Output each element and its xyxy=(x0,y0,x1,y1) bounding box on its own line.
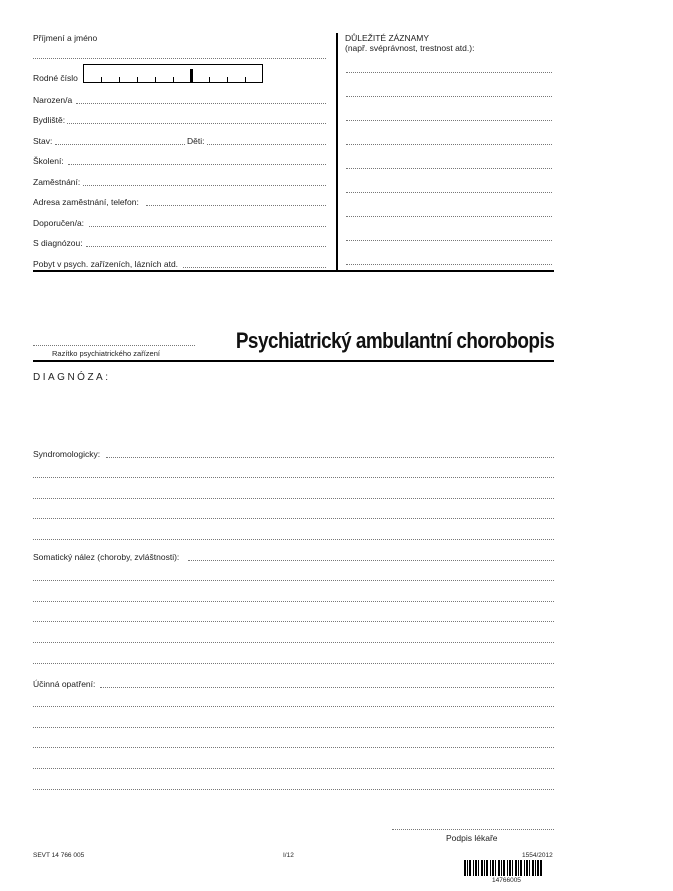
syndromological-line[interactable] xyxy=(33,539,554,540)
name-field[interactable] xyxy=(33,58,326,59)
employment-label: Zaměstnání: xyxy=(33,177,81,187)
measures-line[interactable] xyxy=(33,789,554,790)
measures-line[interactable] xyxy=(33,706,554,707)
measures-field[interactable] xyxy=(100,687,554,688)
important-line[interactable] xyxy=(346,216,552,217)
stays-field[interactable] xyxy=(183,267,326,268)
page-marker: I/12 xyxy=(283,852,294,859)
stamp-line xyxy=(33,345,195,346)
status-label: Stav: xyxy=(33,136,53,146)
stamp-label: Razítko psychiatrického zařízení xyxy=(52,349,160,358)
stays-label: Pobyt v psych. zařízeních, lázních atd. xyxy=(33,259,179,269)
somatic-label: Somatický nález (choroby, zvláštnosti): xyxy=(33,552,180,562)
diagnosis-prev-label: S diagnózou: xyxy=(33,238,83,248)
important-line[interactable] xyxy=(346,120,552,121)
syndromological-line[interactable] xyxy=(33,518,554,519)
diagnosis-prev-field[interactable] xyxy=(86,246,326,247)
somatic-line[interactable] xyxy=(33,601,554,602)
important-line[interactable] xyxy=(346,192,552,193)
children-field[interactable] xyxy=(207,144,326,145)
syndromological-line[interactable] xyxy=(33,498,554,499)
section-divider xyxy=(33,270,554,272)
important-line[interactable] xyxy=(346,144,552,145)
important-line[interactable] xyxy=(346,264,552,265)
somatic-line[interactable] xyxy=(33,642,554,643)
education-label: Školení: xyxy=(33,156,64,166)
page-title: Psychiatrický ambulantní chorobopis xyxy=(235,328,554,353)
residence-label: Bydliště: xyxy=(33,115,66,125)
form-number: 1554/2012 xyxy=(522,852,553,859)
syndromological-label: Syndromologicky: xyxy=(33,449,101,459)
residence-field[interactable] xyxy=(67,123,326,124)
employer-address-label: Adresa zaměstnání, telefon: xyxy=(33,197,139,207)
birth-number-field[interactable] xyxy=(83,64,263,83)
important-title: DŮLEŽITÉ ZÁZNAMY xyxy=(345,33,430,43)
children-label: Děti: xyxy=(187,136,205,146)
somatic-line[interactable] xyxy=(33,621,554,622)
somatic-line[interactable] xyxy=(33,663,554,664)
status-field[interactable] xyxy=(55,144,185,145)
syndromological-field[interactable] xyxy=(106,457,554,458)
barcode-icon xyxy=(464,860,554,876)
syndromological-line[interactable] xyxy=(33,477,554,478)
birth-number-label: Rodné číslo xyxy=(33,73,78,83)
employment-field[interactable] xyxy=(83,185,326,186)
important-line[interactable] xyxy=(346,72,552,73)
education-field[interactable] xyxy=(68,164,326,165)
important-line[interactable] xyxy=(346,168,552,169)
measures-label: Účinná opatření: xyxy=(33,679,96,689)
measures-line[interactable] xyxy=(33,747,554,748)
born-field[interactable] xyxy=(76,103,326,104)
signature-field[interactable] xyxy=(392,829,554,830)
measures-line[interactable] xyxy=(33,727,554,728)
referred-label: Doporučen/a: xyxy=(33,218,85,228)
title-rule xyxy=(33,360,554,362)
barcode-number: 14766005 xyxy=(492,877,521,884)
important-line[interactable] xyxy=(346,96,552,97)
somatic-field[interactable] xyxy=(188,560,554,561)
form-code: SEVT 14 766 005 xyxy=(33,852,85,859)
name-label: Příjmení a jméno xyxy=(33,33,98,43)
born-label: Narozen/a xyxy=(33,95,73,105)
important-subtitle: (např. svéprávnost, trestnost atd.): xyxy=(345,43,475,53)
birth-number-divider xyxy=(190,69,193,82)
referred-field[interactable] xyxy=(89,226,326,227)
important-line[interactable] xyxy=(346,240,552,241)
diagnosis-heading: DIAGNÓZA: xyxy=(33,372,111,383)
signature-label: Podpis lékaře xyxy=(446,833,498,843)
employer-address-field[interactable] xyxy=(146,205,326,206)
measures-line[interactable] xyxy=(33,768,554,769)
somatic-line[interactable] xyxy=(33,580,554,581)
column-divider xyxy=(336,33,338,271)
